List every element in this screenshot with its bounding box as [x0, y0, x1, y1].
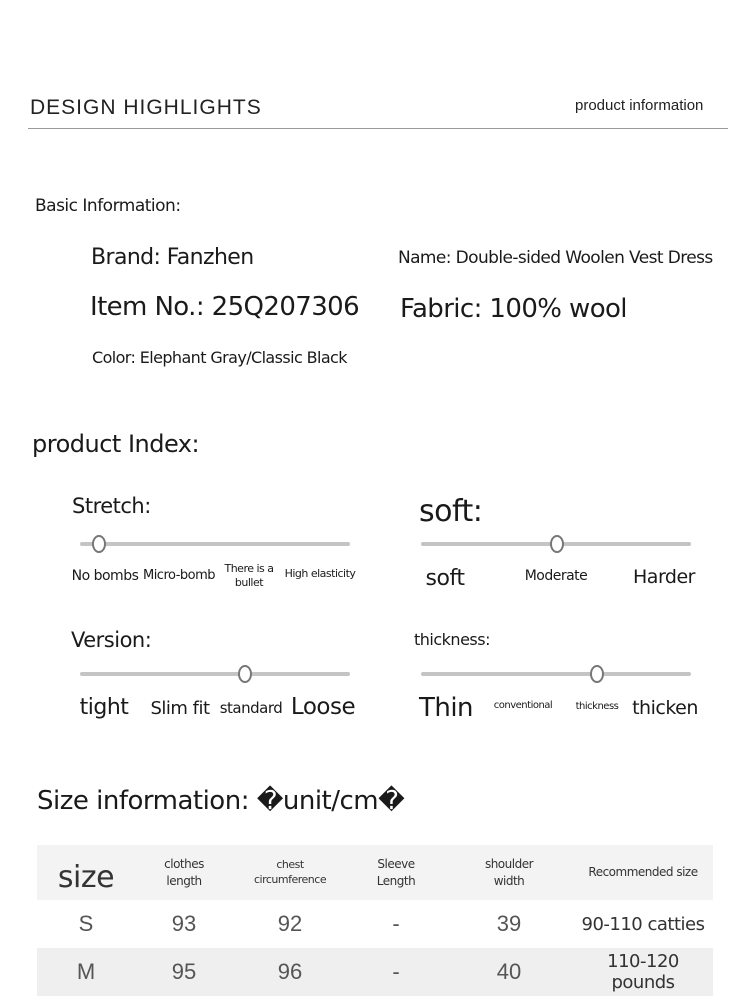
- section-subtitle: product information: [575, 97, 704, 114]
- table-row: [37, 948, 713, 996]
- stretch-label: No bombs: [71, 568, 139, 584]
- table-header: [347, 845, 445, 900]
- stretch-title: Stretch:: [72, 494, 151, 518]
- table-cell: 39: [496, 911, 522, 936]
- brand-text: Brand: Fanzhen: [91, 245, 254, 270]
- thickness-label: Thin: [418, 693, 474, 723]
- table-cell: 93: [171, 911, 197, 936]
- table-header-text: clothes length: [164, 857, 204, 888]
- table-cell: 95: [171, 959, 197, 984]
- fabric-text: Fabric: 100% wool: [400, 294, 627, 324]
- soft-knob: [550, 535, 564, 553]
- table-header: size: [57, 859, 115, 895]
- table-cell: 96: [277, 959, 303, 984]
- stretch-label: Micro-bomb: [142, 568, 216, 583]
- table-header: [233, 845, 347, 900]
- table-header-row: [37, 845, 713, 900]
- table-row: [37, 900, 713, 948]
- table-header: [445, 845, 573, 900]
- stretch-knob: [92, 535, 106, 553]
- size-table: [37, 845, 713, 996]
- thickness-track: [421, 672, 691, 676]
- stretch-label: High elasticity: [284, 567, 356, 580]
- table-header-text: shoulder width: [484, 857, 534, 888]
- stretch-label: There is a bullet: [224, 562, 274, 590]
- section-title: DESIGN HIGHLIGHTS: [30, 96, 262, 119]
- thickness-knob: [590, 665, 604, 683]
- table-header: [135, 845, 233, 900]
- table-cell: M: [76, 959, 96, 984]
- table-cell: 92: [277, 911, 303, 936]
- table-header-text: chest circumference: [254, 857, 327, 886]
- table-header: Recommended size: [588, 865, 698, 880]
- table-header-text: Sleeve Length: [376, 857, 416, 888]
- basic-info-label: Basic Information:: [35, 196, 181, 216]
- table-cell: 40: [496, 959, 522, 984]
- version-track: [80, 672, 350, 676]
- thickness-label: thicken: [632, 697, 698, 719]
- version-label: Loose: [290, 694, 356, 720]
- soft-label: Moderate: [524, 568, 588, 584]
- table-cell: 90-110 catties: [581, 913, 705, 935]
- thickness-title: thickness:: [414, 630, 490, 649]
- item-number-text: Item No.: 25Q207306: [90, 292, 360, 322]
- product-index-title: product Index:: [32, 430, 200, 458]
- soft-label: soft: [425, 566, 465, 591]
- table-cell: 110-120 pounds: [607, 951, 679, 993]
- version-label: Slim fit: [150, 698, 210, 719]
- version-label: standard: [219, 699, 283, 717]
- header-divider: [28, 128, 728, 129]
- table-cell: -: [392, 959, 400, 984]
- version-title: Version:: [71, 628, 152, 652]
- stretch-track: [80, 542, 350, 546]
- soft-title: soft:: [419, 494, 483, 529]
- color-text: Color: Elephant Gray/Classic Black: [92, 348, 347, 367]
- name-text: Name: Double-sided Woolen Vest Dress: [398, 248, 713, 268]
- soft-label: Harder: [633, 566, 695, 588]
- thickness-label: thickness: [575, 701, 619, 712]
- thickness-label: conventional: [493, 700, 553, 711]
- version-label: tight: [79, 695, 129, 720]
- table-cell: S: [78, 911, 94, 936]
- size-info-title: Size information: �unit/cm�: [37, 786, 405, 816]
- table-cell: -: [392, 911, 400, 936]
- version-knob: [238, 665, 252, 683]
